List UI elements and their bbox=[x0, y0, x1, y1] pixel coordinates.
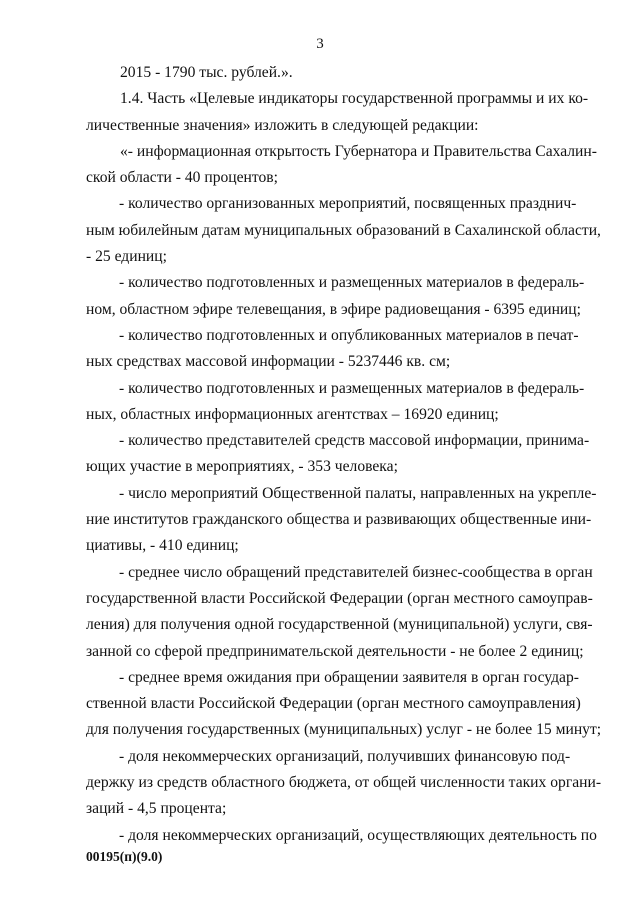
text-line: занной со сферой предпринимательской деятельности - не более 2 единиц; bbox=[86, 642, 584, 660]
document-body bbox=[86, 60, 602, 849]
text-line: 2015 - 1790 тыс. рублей.». bbox=[120, 64, 293, 81]
text-line: ственной власти Российской Федерации (орган местного самоуправления) bbox=[86, 695, 581, 713]
text-line: ления) для получения одной государственной (муниципальной) услуги, свя- bbox=[86, 616, 593, 634]
text-line: держку из средств областного бюджета, от общей численности таких органи- bbox=[86, 774, 602, 792]
text-line: - количество организованных мероприятий, посвященных празднич- bbox=[119, 195, 577, 213]
text-line: - 25 единиц; bbox=[86, 248, 167, 266]
text-line: государственной власти Российской Федерации (орган местного самоуправ- bbox=[86, 589, 593, 607]
text-line: - доля некоммерческих организаций, осуществляющих деятельность по bbox=[119, 826, 597, 844]
text-line: ных, областных информационных агентствах – 16920 единиц; bbox=[86, 405, 499, 423]
text-line: - доля некоммерческих организаций, получивших финансовую под- bbox=[119, 747, 571, 765]
text-line: 1.4. Часть «Целевые индикаторы государственной программы и их ко- bbox=[120, 90, 589, 108]
page-number: 3 bbox=[316, 36, 324, 52]
text-line: - количество подготовленных и опубликованных материалов в печат- bbox=[119, 326, 579, 344]
text-line: ным юбилейным датам муниципальных образований в Сахалинской области, bbox=[86, 221, 601, 239]
text-line: «- информационная открытость Губернатора и Правительства Сахалин- bbox=[120, 142, 597, 160]
text-line: - число мероприятий Общественной палаты, направленных на укрепле- bbox=[119, 484, 597, 502]
text-line: циативы, - 410 единиц; bbox=[86, 537, 239, 555]
text-line: ных средствах массовой информации - 5237446 кв. см; bbox=[86, 353, 451, 371]
text-line: - среднее число обращений представителей бизнес-сообщества в орган bbox=[119, 563, 593, 581]
text-line: заций - 4,5 процента; bbox=[86, 800, 227, 818]
text-line: ном, областном эфире телевещания, в эфире радиовещания - 6395 единиц; bbox=[86, 300, 581, 318]
text-line: личественные значения» изложить в следующей редакции: bbox=[86, 116, 479, 134]
text-line: ние институтов гражданского общества и развивающих общественные ини- bbox=[86, 511, 592, 529]
text-line: ющих участие в мероприятиях, - 353 человека; bbox=[86, 458, 398, 476]
document-code: 00195(п)(9.0) bbox=[86, 849, 163, 864]
text-line: - количество подготовленных и размещенных материалов в федераль- bbox=[119, 379, 585, 397]
text-line: - количество подготовленных и размещенных материалов в федераль- bbox=[119, 274, 585, 292]
text-line: - среднее время ожидания при обращении заявителя в орган государ- bbox=[119, 668, 579, 686]
text-line: для получения государственных (муниципальных) услуг - не более 15 минут; bbox=[86, 721, 602, 739]
text-line: - количество представителей средств массовой информации, принима- bbox=[119, 432, 590, 450]
text-line: ской области - 40 процентов; bbox=[86, 169, 279, 187]
